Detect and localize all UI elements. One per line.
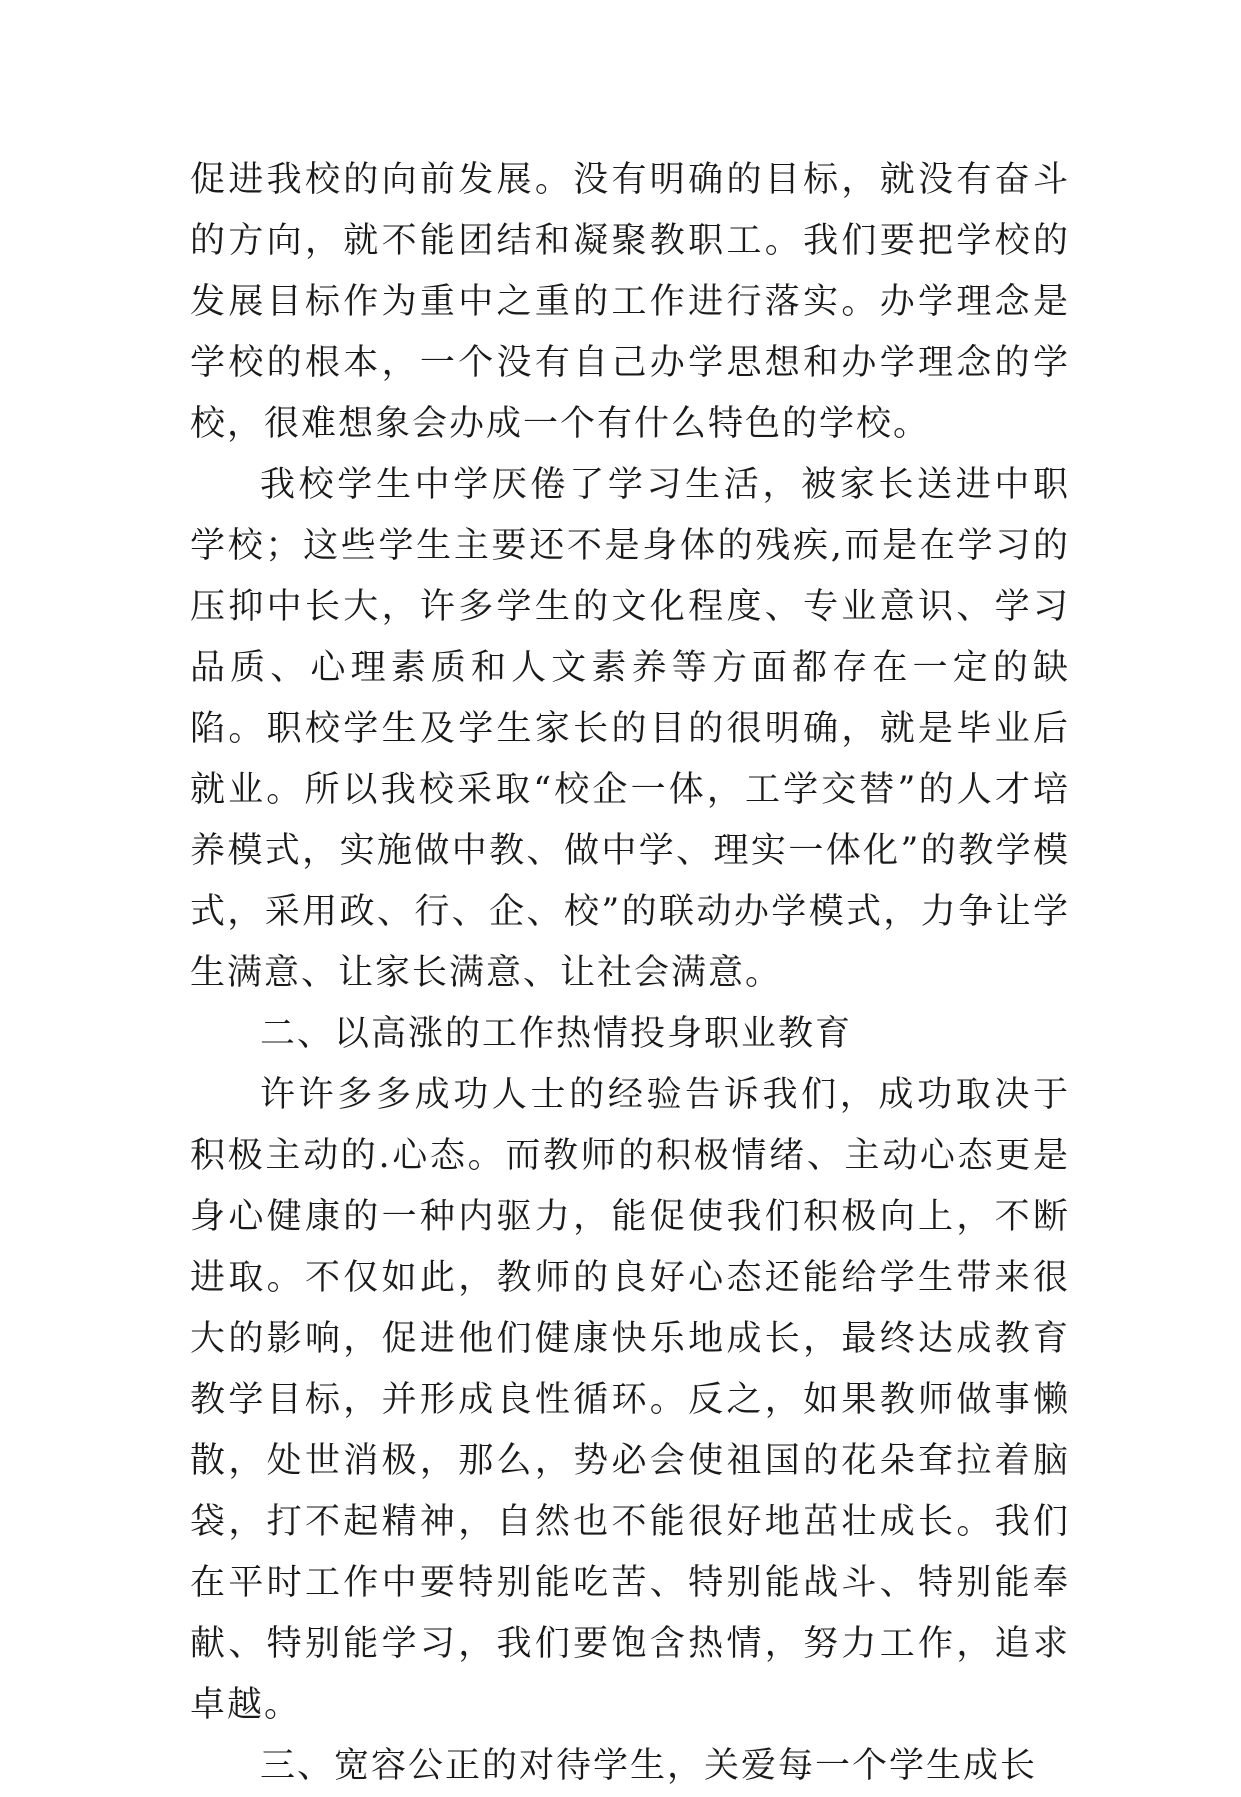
- document-page: [190, 150, 1070, 1797]
- paragraph-teacher-attitude: 许许多多成功人士的经验告诉我们，成功取决于积极主动的.心态。而教师的积极情绪、主动心态更是身心健康的一种内驱力，能促使我们积极向上，不断进取。不仅如此，教师的良好心态还能给学生带来很大的影响，促进他们健康快乐地成长，最终达成教育教学目标，并形成良性循环。反之，如果教师做事懒散，处世消极，那么，势必会使祖国的花朵耷拉着脑袋，打不起精神，自然也不能很好地茁壮成长。我们在平时工作中要特别能吃苦、特别能战斗、特别能奉献、特别能学习，我们要饱含热情，努力工作，追求卓越。: [190, 1075, 1070, 1725]
- paragraph-student-situation: 我校学生中学厌倦了学习生活，被家长送进中职学校；这些学生主要还不是身体的残疾,而是在学习的压抑中长大，许多学生的文化程度、专业意识、学习品质、心理素质和人文素养等方面都存在一定的缺陷。职校学生及学生家长的目的很明确，就是毕业后就业。所以我校采取“校企一体，工学交替”的人才培养模式，实施做中教、做中学、理实一体化”的教学模式，采用政、行、企、校”的联动办学模式，力争让学生满意、让家长满意、让社会满意。: [190, 465, 1070, 993]
- paragraph-school-goals: 促进我校的向前发展。没有明确的目标，就没有奋斗的方向，就不能团结和凝聚教职工。我们要把学校的发展目标作为重中之重的工作进行落实。办学理念是学校的根本，一个没有自己办学思想和办学理念的学校，很难想象会办成一个有什么特色的学校。: [190, 160, 1070, 444]
- section-heading-3: 三、宽容公正的对待学生，关爱每一个学生成长: [260, 1746, 1038, 1786]
- section-heading-2: 二、以高涨的工作热情投身职业教育: [260, 1014, 853, 1054]
